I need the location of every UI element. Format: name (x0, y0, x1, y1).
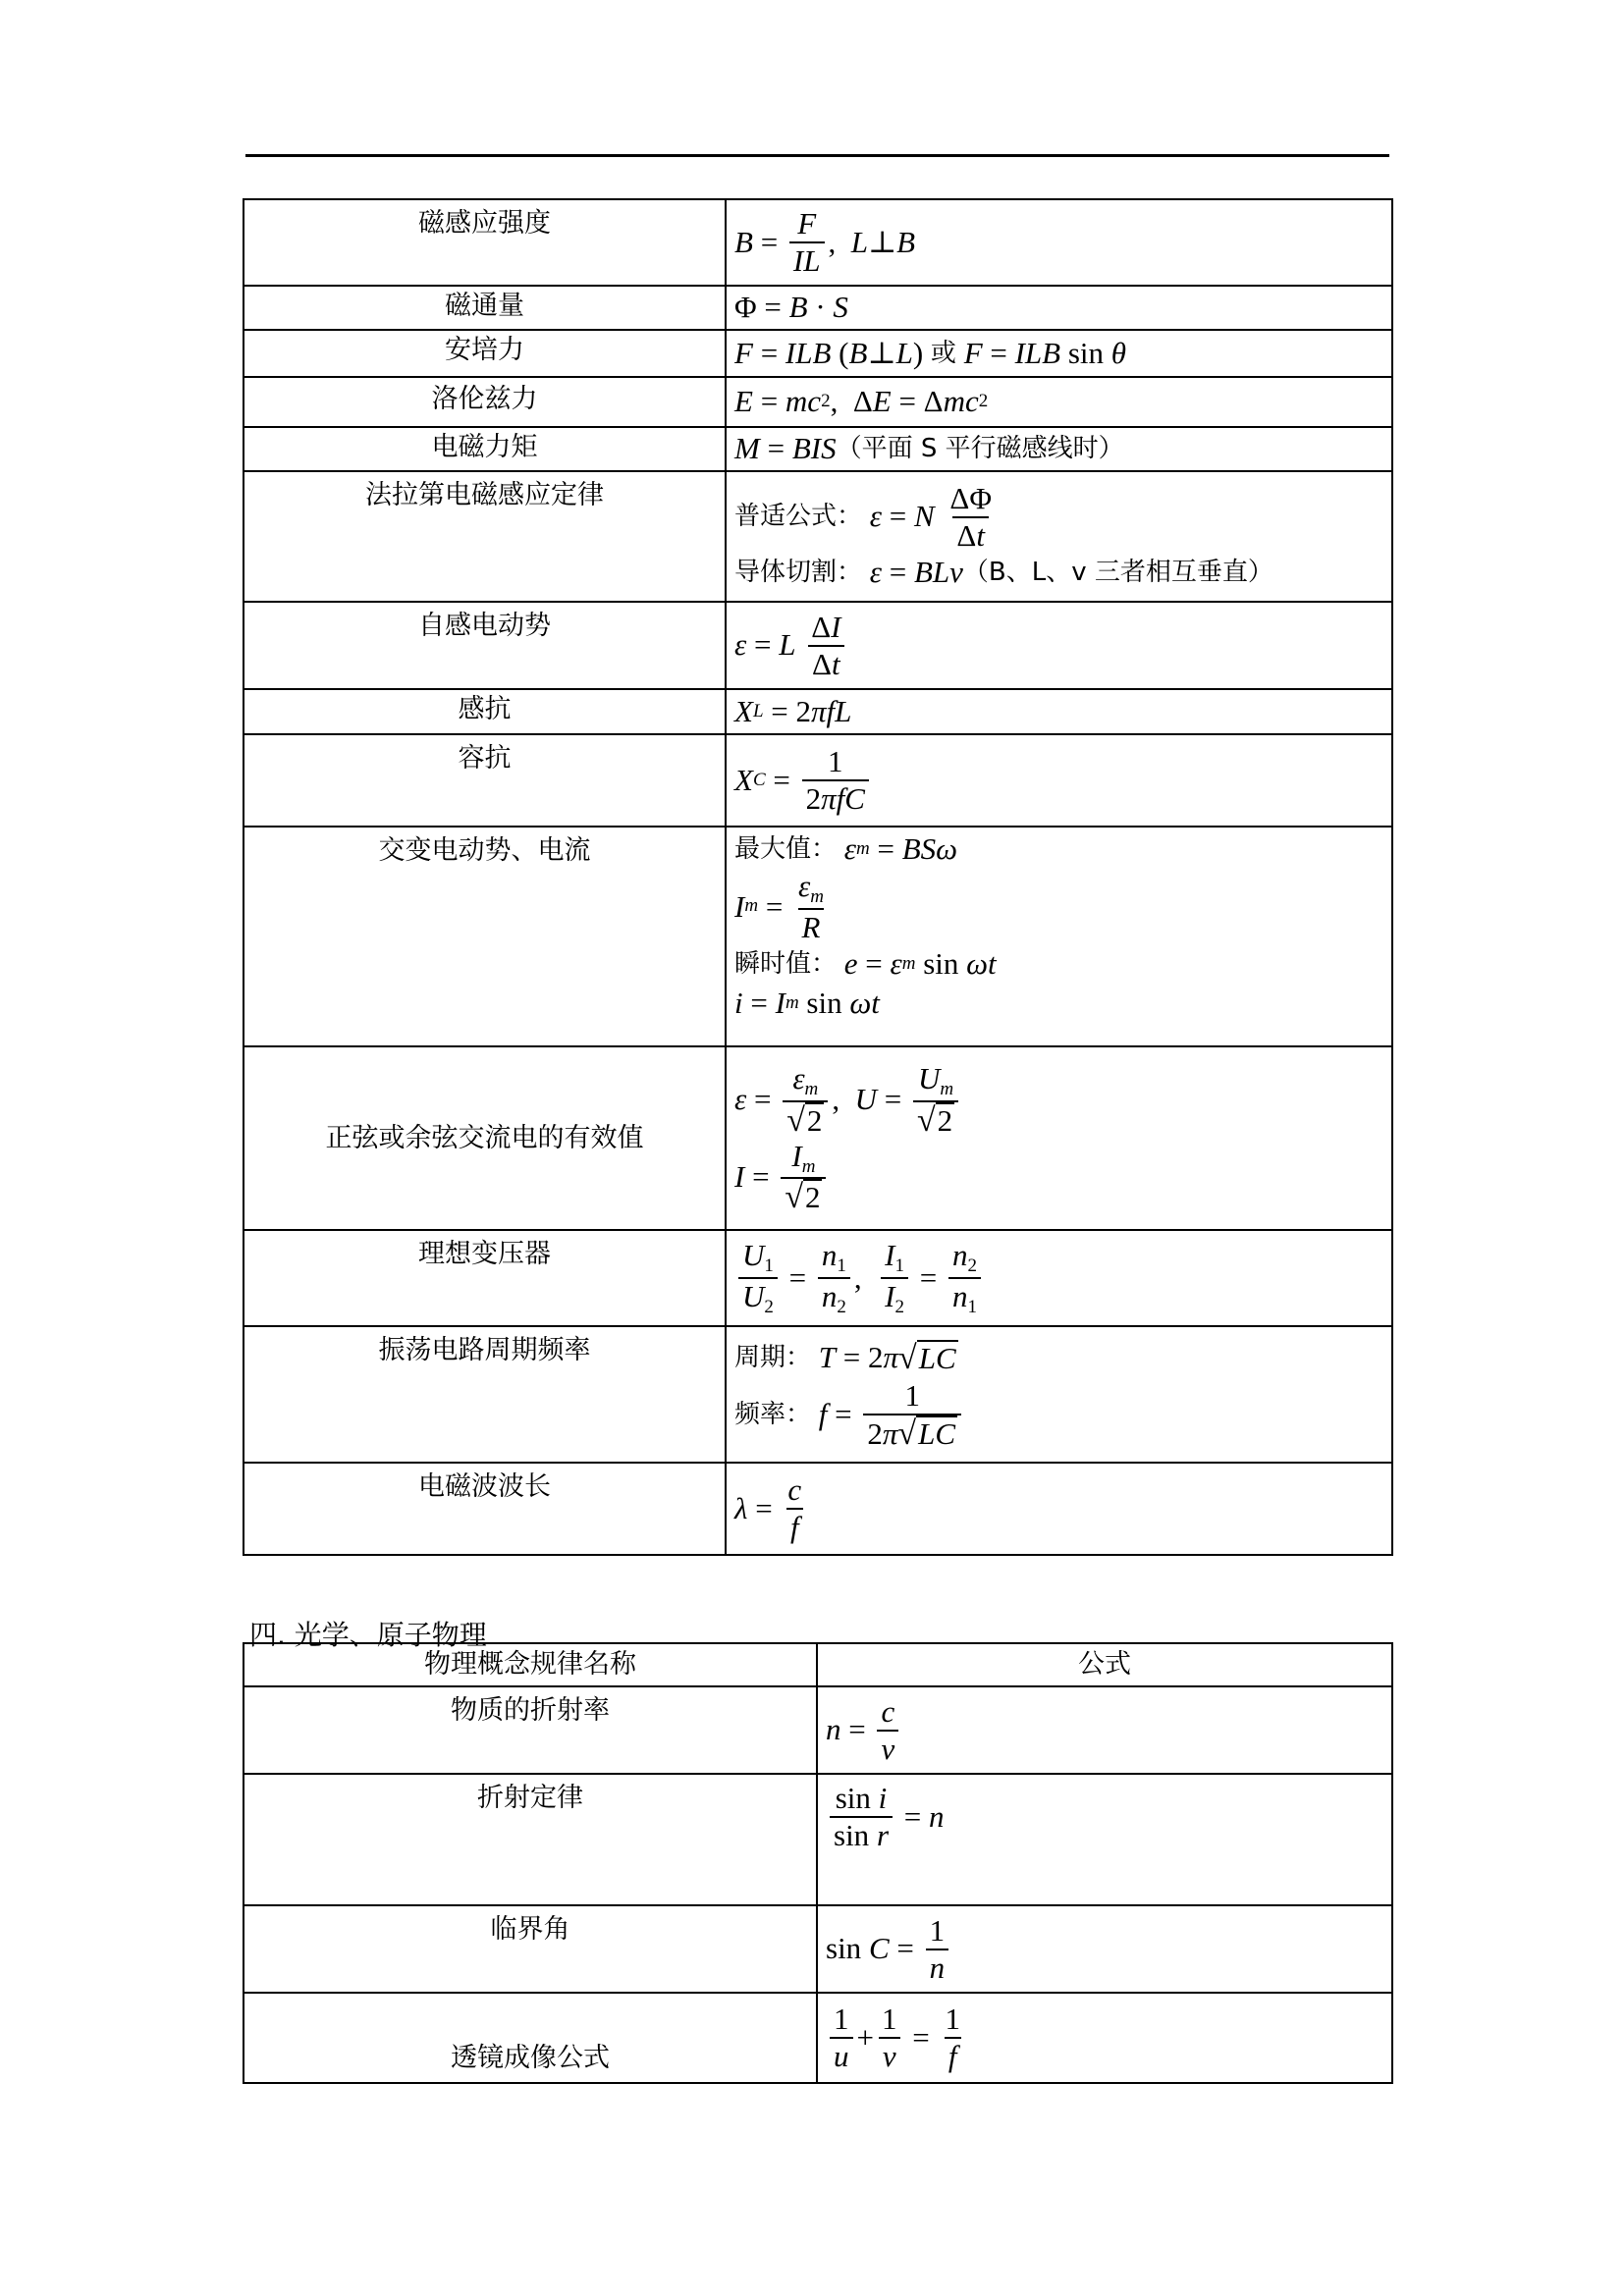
table-row (244, 1463, 1392, 1555)
formula-prefix: 周期： (734, 1343, 812, 1373)
formula-cell: ε = L $\frac{\Delta I}{\Delta t}$ (726, 602, 1392, 689)
table-row (244, 1993, 1392, 2083)
page-header-rule (245, 154, 1389, 157)
row-label: 振荡电路周期频率 (244, 1326, 726, 1463)
formula-cell: X L = 2 πfL (726, 689, 1392, 734)
table-row (244, 330, 1392, 377)
row-label: 理想变压器 (244, 1230, 726, 1326)
formula-prefix: 普适公式： (734, 502, 863, 532)
formula-cell: ε = $\varepsilon_m$ √ 2 , U = $U_m$ √ 2 I = $I_m$ √ 2 (726, 1046, 1392, 1230)
table-row (244, 1046, 1392, 1230)
table-row (244, 1774, 1392, 1905)
formula-cell: Φ = B · S (726, 286, 1392, 330)
row-label: 交变电动势、电流 (244, 827, 726, 1046)
row-label: 正弦或余弦交流电的有效值 (244, 1046, 726, 1230)
formula-prefix: 瞬时值： (734, 949, 838, 980)
table-row (244, 827, 1392, 1046)
formula-prefix: 最大值： (734, 833, 838, 864)
table-row (244, 1326, 1392, 1463)
formula-table-electromagnetism (243, 198, 1393, 1556)
formula-note: （平面 S 平行磁感线时） (836, 434, 1124, 464)
row-label: 洛伦兹力 (244, 377, 726, 427)
row-label: 感抗 (244, 689, 726, 734)
row-label: 容抗 (244, 734, 726, 827)
formula-cell: 周期： T = 2 π √ LC 频率： f = 1 2π √ LC (726, 1326, 1392, 1463)
formula-cell: 最大值： ε m = BSω I m = $\frac{\varepsilon_m}{R}$ 瞬时值： e = ε m sin ωt i = I m sin ωt (726, 827, 1392, 1046)
formula-prefix: 导体切割： (734, 557, 863, 587)
formula-cell: X C = $\frac{1}{\text{2πfC}}$ (726, 734, 1392, 827)
table-row (244, 734, 1392, 827)
formula-prefix: 频率： (734, 1400, 812, 1430)
table-row (244, 199, 1392, 286)
formula-cell: 普适公式： ε = N $\frac{\Delta\Phi}{\Delta t}$ 导体切割： ε = BLv （B、L、v 三者相互垂直） (726, 471, 1392, 602)
table-row (244, 1905, 1392, 1993)
row-label: 自感电动势 (244, 602, 726, 689)
or-text: 或 (930, 338, 956, 368)
table-row (244, 689, 1392, 734)
formula-cell: sin C = $\frac{1}{n}$ (817, 1905, 1392, 1993)
formula-cell: n = $\frac{c}{v}$ (817, 1686, 1392, 1774)
row-label: 物质的折射率 (244, 1686, 817, 1774)
row-label: 法拉第电磁感应定律 (244, 471, 726, 602)
column-header-formula: 公式 (817, 1643, 1392, 1686)
column-header-name: 物理概念规律名称 (244, 1643, 817, 1686)
table-row (244, 602, 1392, 689)
formula-table-optics (243, 1642, 1393, 2084)
table-row (244, 377, 1392, 427)
formula-cell: E = mc 2 , Δ E = Δ mc 2 (726, 377, 1392, 427)
row-label: 透镜成像公式 (244, 1993, 817, 2083)
table-row (244, 471, 1392, 602)
row-label: 折射定律 (244, 1774, 817, 1905)
row-label: 电磁波波长 (244, 1463, 726, 1555)
row-label: 磁感应强度 (244, 199, 726, 286)
formula-cell: F = ILB ( B ⊥ L ) 或 F = ILB sin θ (726, 330, 1392, 377)
formula-note: （B、L、v 三者相互垂直） (962, 557, 1273, 587)
formula-cell: $\frac{1}{u}$ + $\frac{1}{v}$ = $\frac{1}{f}$ (817, 1993, 1392, 2083)
table-row (244, 1230, 1392, 1326)
section-title: 四. 光学、原子物理 (249, 1619, 487, 1651)
table-row (244, 427, 1392, 471)
table-header-row (244, 1643, 1392, 1686)
row-label: 磁通量 (244, 286, 726, 330)
formula-cell: $\frac{\text{sin i}}{\text{sin r}}$ = n (817, 1774, 1392, 1905)
table-row (244, 286, 1392, 330)
row-label: 临界角 (244, 1905, 817, 1993)
formula-cell: $\frac{U_1}{U_2}$ = $\frac{n_1}{n_2}$ , $\frac{I_1}{I_2}$ = $\frac{n_2}{n_1}$ (726, 1230, 1392, 1326)
formula-cell: B = $\frac{F}{IL}$ , L ⊥ B (726, 199, 1392, 286)
formula-cell: λ = $\frac{c}{f}$ (726, 1463, 1392, 1555)
row-label: 安培力 (244, 330, 726, 377)
table-row (244, 1686, 1392, 1774)
row-label: 电磁力矩 (244, 427, 726, 471)
formula-cell: M = BIS （平面 S 平行磁感线时） (726, 427, 1392, 471)
